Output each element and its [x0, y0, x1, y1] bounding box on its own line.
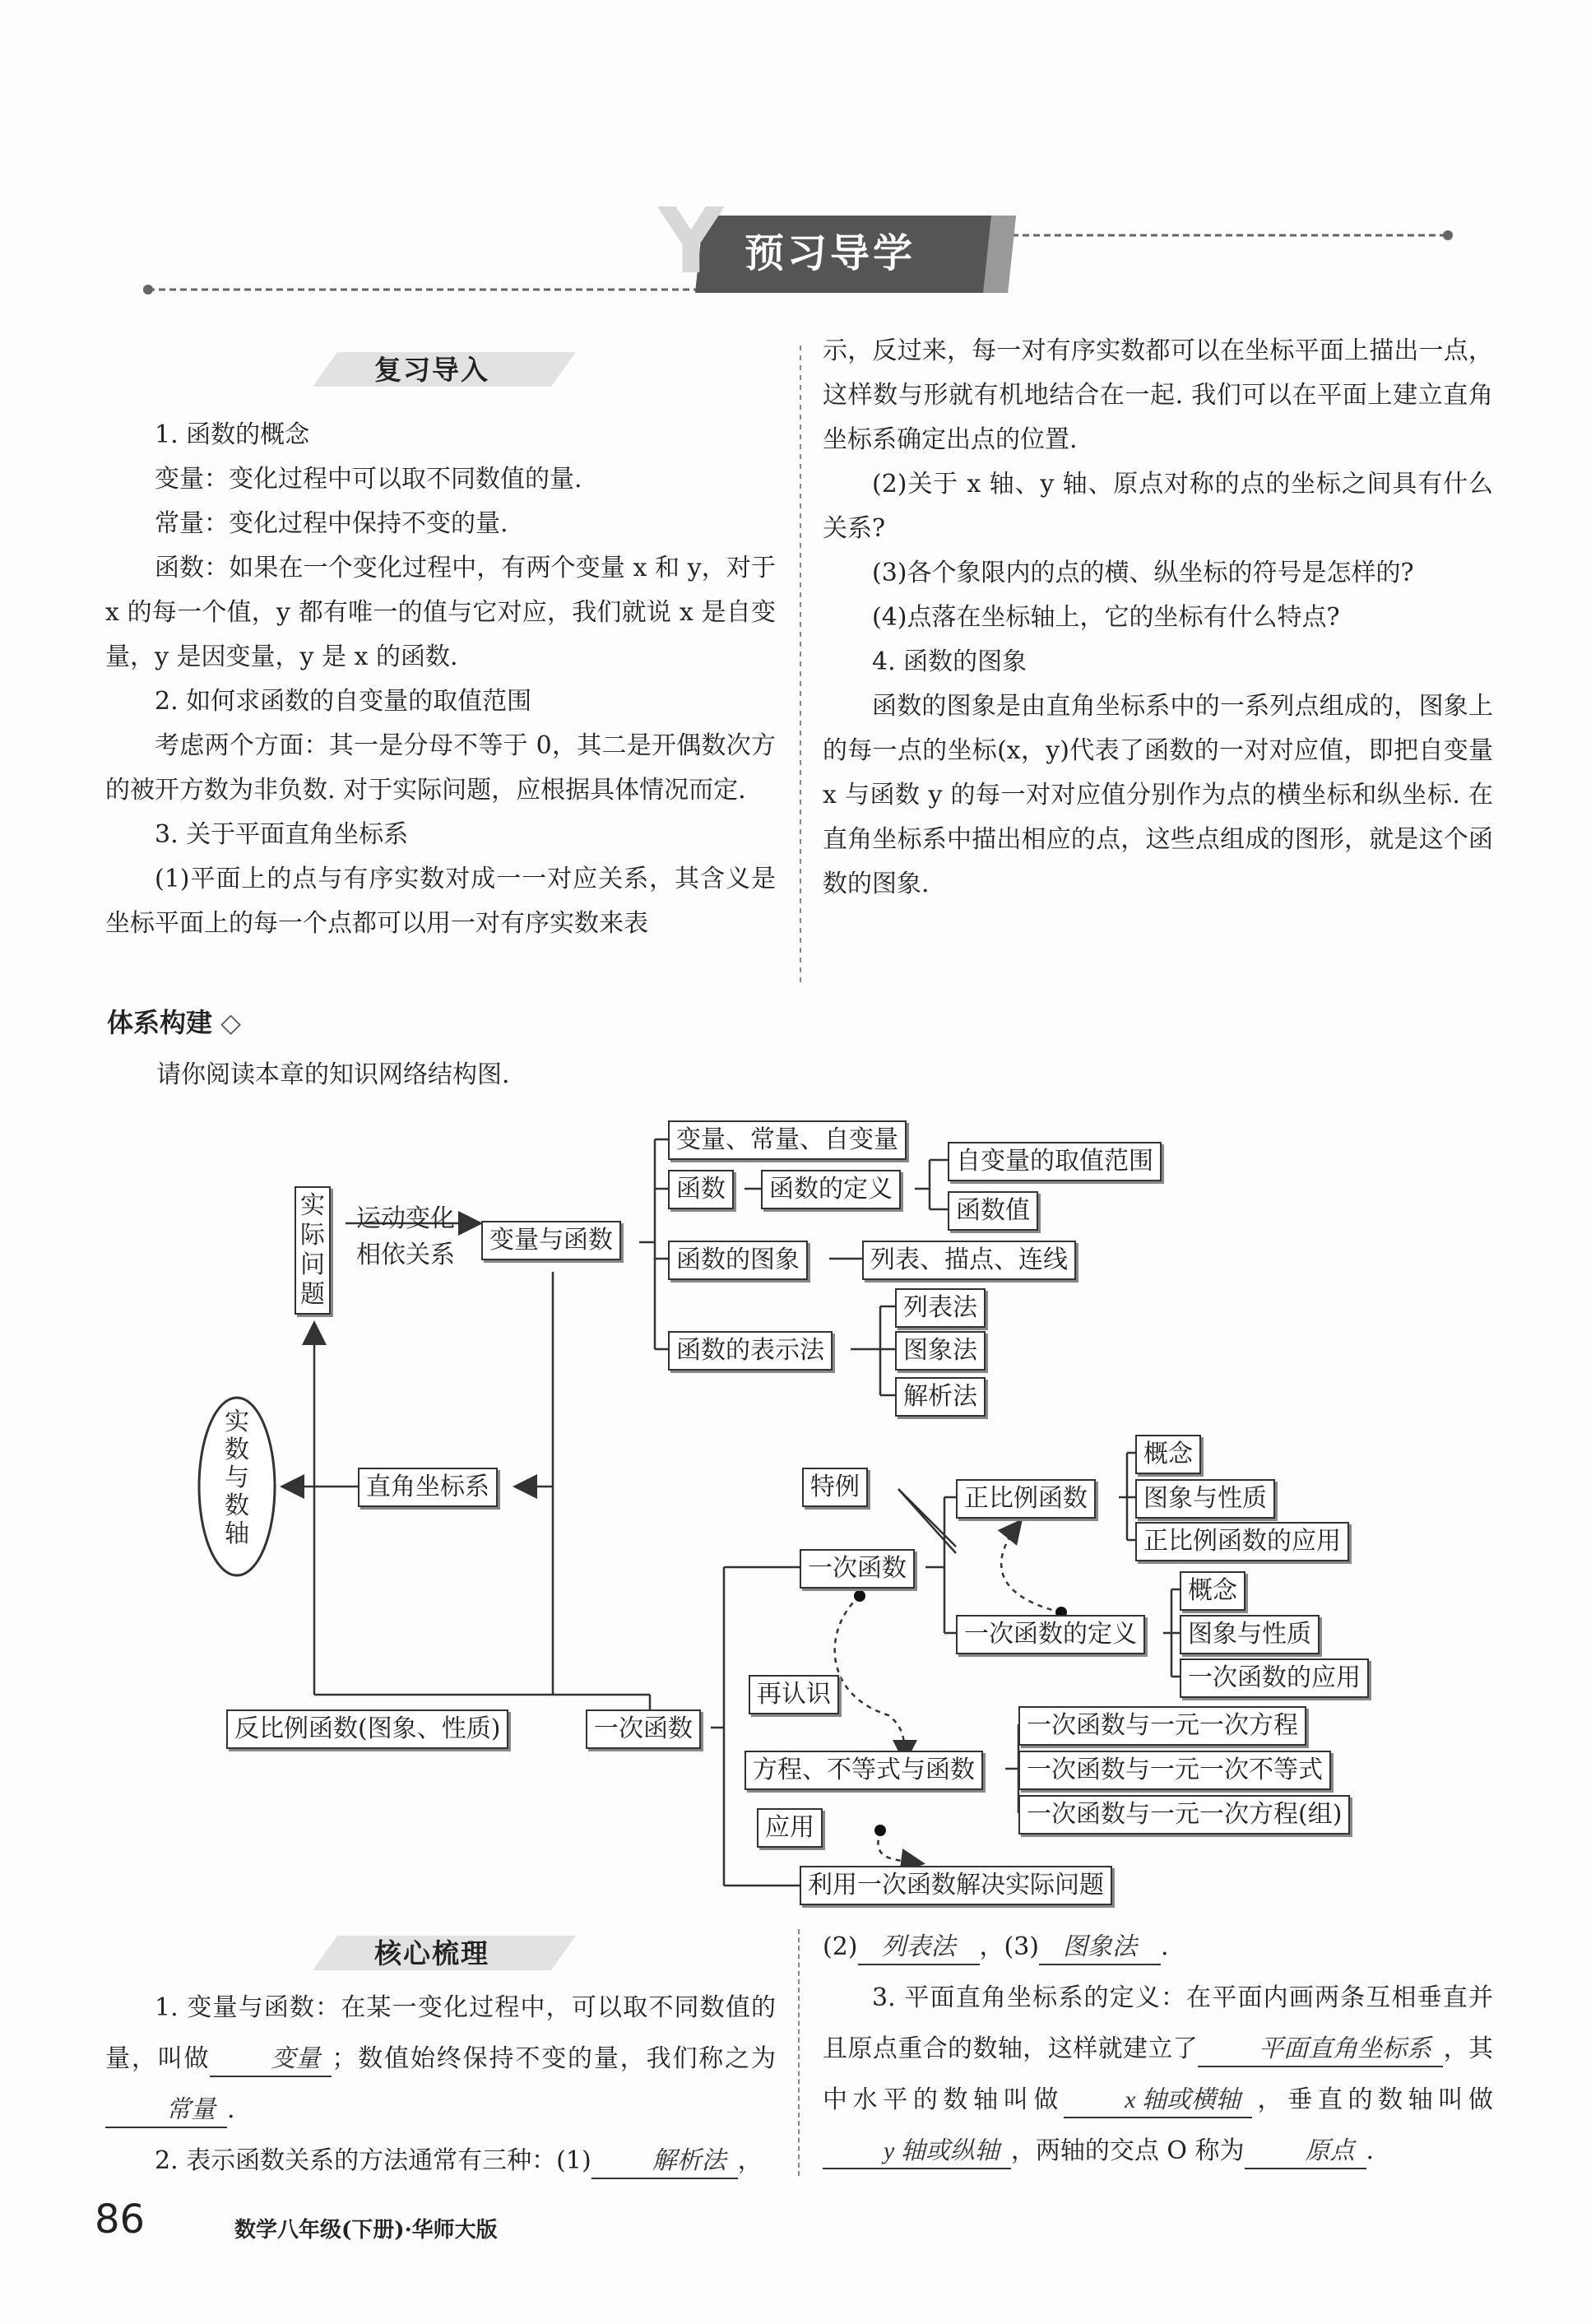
- core-divider: [798, 1929, 800, 2176]
- node-variables-functions: 变量与函数: [481, 1221, 621, 1260]
- node-practical-problem: 实际问题: [295, 1186, 331, 1315]
- node-analytic-method: 解析法: [895, 1377, 986, 1417]
- diamond-arrow-icon: ◇: [212, 1007, 241, 1038]
- review-paragraph: 1. 函数的概念: [155, 420, 310, 449]
- review-paragraph: 常量：变化过程中保持不变的量.: [155, 509, 508, 538]
- node-direct-proportion-application: 正比例函数的应用: [1135, 1522, 1349, 1561]
- node-direct-proportion: 正比例函数: [956, 1479, 1096, 1519]
- node-linear-function: 一次函数: [800, 1549, 915, 1589]
- label-motion-change: 运动变化: [356, 1204, 455, 1233]
- blank-cartesian: 平面直角坐标系: [1198, 2033, 1443, 2067]
- core-item-2-cont: (2) 列表法 ，(3) 图象法 .: [823, 1922, 1493, 1973]
- node-concept: 概念: [1135, 1435, 1201, 1474]
- page-number: 86: [95, 2196, 146, 2243]
- blank-table: 列表法: [858, 1931, 980, 1965]
- node-function: 函数: [668, 1170, 734, 1209]
- header-badge-letter: Y: [658, 188, 724, 294]
- node-linear-equation: 一次函数与一元一次方程: [1018, 1706, 1306, 1746]
- node-real-number-line: 实数与数轴: [225, 1408, 249, 1548]
- review-paragraph: 变量：变化过程中可以取不同数值的量.: [155, 465, 582, 494]
- review-paragraph: (1)平面上的点与有序实数对成一一对应关系，其含义是坐标平面上的每一个点都可以用一对有序实数来表: [105, 865, 776, 938]
- review-paragraph: (4)点落在坐标轴上，它的坐标有什么特点?: [872, 603, 1340, 632]
- review-paragraph: (2)关于 x 轴、y 轴、原点对称的点的坐标之间具有什么关系?: [823, 470, 1493, 543]
- node-solve-practical: 利用一次函数解决实际问题: [800, 1866, 1112, 1905]
- node-linear-function-2: 一次函数: [586, 1709, 701, 1749]
- node-graph-properties: 图象与性质: [1135, 1479, 1275, 1519]
- blank-variable: 变量: [210, 2043, 332, 2077]
- node-function-definition: 函数的定义: [761, 1170, 901, 1209]
- node-variables-constants: 变量、常量、自变量: [668, 1120, 907, 1160]
- header-title: 预习导学: [744, 230, 916, 276]
- node-re-recognition: 再认识: [749, 1675, 839, 1714]
- blank-graph: 图象法: [1039, 1931, 1161, 1965]
- node-representations: 函数的表示法: [668, 1331, 833, 1371]
- core-left-column: [105, 1983, 776, 2187]
- review-right-column: [823, 329, 1493, 907]
- node-function-value: 函数值: [948, 1191, 1038, 1231]
- node-equation-inequality: 方程、不等式与函数: [744, 1751, 983, 1790]
- node-linear-definition: 一次函数的定义: [956, 1615, 1145, 1654]
- review-paragraph: 2. 如何求函数的自变量的取值范围: [155, 687, 532, 716]
- core-item-1: 1. 变量与函数：在某一变化过程中，可以取不同数值的量，叫做 变量 ；数值始终保持不变的量，我们称之为常量 .: [105, 1983, 776, 2136]
- blank-x-axis: x 轴或横轴: [1064, 2084, 1252, 2118]
- review-paragraph: 4. 函数的图象: [872, 647, 1027, 676]
- node-table-method: 列表法: [895, 1288, 986, 1328]
- node-application: 应用: [757, 1808, 823, 1848]
- node-function-graph: 函数的图象: [668, 1241, 808, 1280]
- node-linear-inequality: 一次函数与一元一次不等式: [1018, 1751, 1331, 1790]
- review-left-column: [105, 413, 776, 946]
- node-plot-steps: 列表、描点、连线: [862, 1241, 1076, 1280]
- review-paragraph: (3)各个象限内的点的横、纵坐标的符号是怎样的?: [872, 559, 1414, 587]
- blank-y-axis: y 轴或纵轴: [823, 2135, 1011, 2169]
- review-paragraph: 3. 关于平面直角坐标系: [155, 820, 409, 849]
- review-paragraph: 函数：如果在一个变化过程中，有两个变量 x 和 y，对于 x 的每一个值，y 都有唯一的值与它对应，我们就说 x 是自变量，y 是因变量，y 是 x 的函数.: [105, 554, 776, 671]
- header-decoration: [0, 0, 1591, 346]
- column-divider: [798, 346, 803, 987]
- core-right-column: [823, 1922, 1493, 2177]
- review-title: 复习导入: [374, 354, 489, 386]
- core-item-2: 2. 表示函数关系的方法通常有三种：(1) 解析法 ，: [105, 2136, 776, 2187]
- label-dependency: 相依关系: [356, 1241, 455, 1269]
- system-title: 体系构建 ◇: [107, 1007, 241, 1038]
- node-graph-method: 图象法: [895, 1331, 986, 1371]
- core-item-3: 3. 平面直角坐标系的定义：在平面内画两条互相垂直并且原点重合的数轴，这样就建立了 平面直角坐标系 ，其中水平的数轴叫做 x 轴或横轴 ，垂直的数轴叫做y 轴或纵轴 ，两轴的交点 O 称为 原点 .: [823, 1973, 1493, 2177]
- review-paragraph: 考虑两个方面：其一是分母不等于 0，其二是开偶数次方的被开方数为非负数. 对于实际问题，应根据具体情况而定.: [105, 731, 776, 805]
- system-intro: 请你阅读本章的知识网络结构图.: [156, 1060, 510, 1089]
- blank-analytic: 解析法: [591, 2145, 738, 2179]
- node-concept-2: 概念: [1180, 1571, 1245, 1611]
- node-domain: 自变量的取值范围: [948, 1142, 1162, 1181]
- book-title: 数学八年级(下册)·华师大版: [234, 2218, 498, 2243]
- node-inverse-proportion: 反比例函数(图象、性质): [226, 1709, 508, 1749]
- node-cartesian: 直角坐标系: [358, 1468, 498, 1507]
- node-special-case: 特例: [802, 1468, 868, 1507]
- review-paragraph: 示，反过来，每一对有序实数都可以在坐标平面上描出一点，这样数与形就有机地结合在一起. 我们可以在平面上建立直角坐标系确定出点的位置.: [823, 336, 1493, 454]
- node-linear-equation-system: 一次函数与一元一次方程(组): [1018, 1795, 1350, 1835]
- review-paragraph: 函数的图象是由直角坐标系中的一系列点组成的，图象上的每一点的坐标(x，y)代表了函数的一对对应值，即把自变量 x 与函数 y 的每一对对应值分别作为点的横坐标和纵坐标. 在直角坐标系中描出相应的点，这些点组成的图形，就是这个函数的图象.: [823, 692, 1493, 898]
- node-graph-properties-2: 图象与性质: [1180, 1615, 1320, 1654]
- blank-origin: 原点: [1245, 2135, 1366, 2169]
- core-title: 核心梳理: [374, 1937, 489, 1969]
- blank-constant: 常量: [105, 2094, 227, 2128]
- node-linear-application: 一次函数的应用: [1180, 1658, 1369, 1698]
